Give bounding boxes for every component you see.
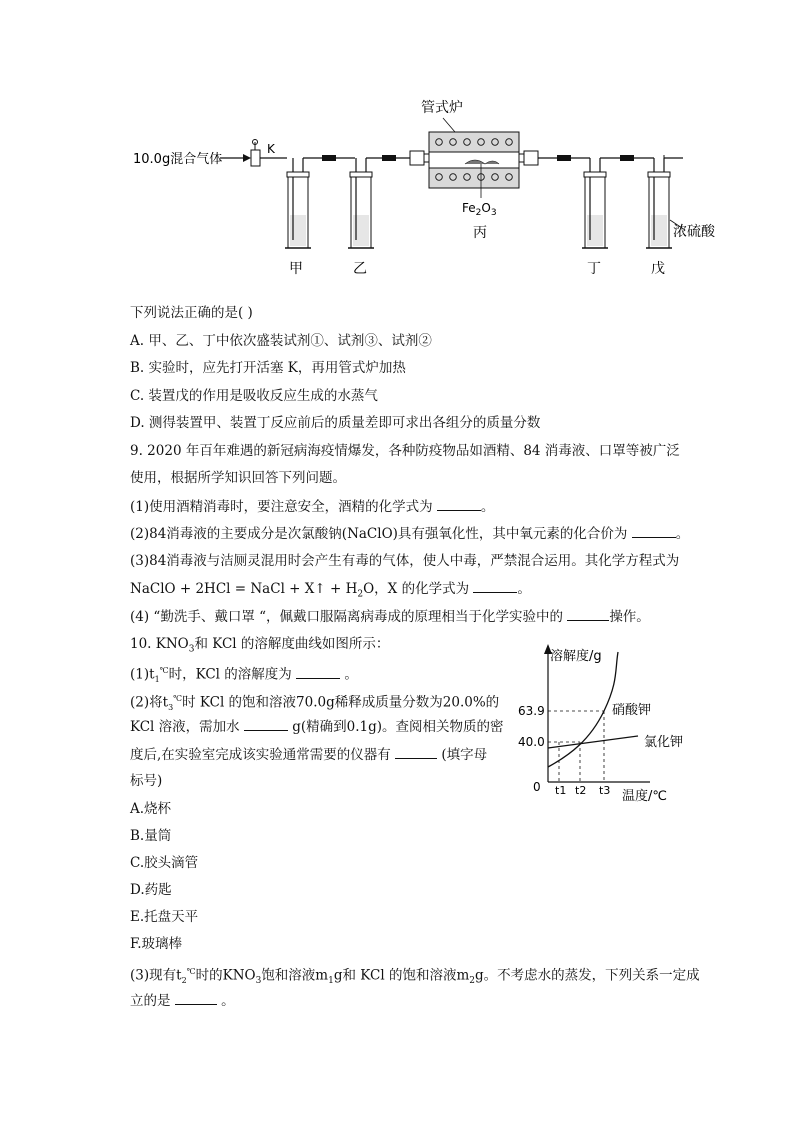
answer-blank[interactable] bbox=[296, 664, 340, 679]
q8-option-d: D. 测得装置甲、装置丁反应前后的质量差即可求出各组分的质量分数 bbox=[130, 415, 541, 431]
answer-blank[interactable] bbox=[473, 578, 517, 593]
q10-part2-line3: 度后,在实验室完成该实验通常需要的仪器有 (填字母 bbox=[130, 744, 487, 765]
oxide-label: $Fe_2O_3$ bbox=[462, 201, 497, 218]
choice-e: E.托盘天平 bbox=[130, 909, 199, 925]
valve-k bbox=[251, 150, 260, 166]
q10-stem: 10. $KNO_3$和 KCl 的溶解度曲线如图所示： bbox=[130, 636, 390, 655]
origin-label: 0 bbox=[533, 780, 541, 794]
q9-part3-line2: NaClO + 2HCl = NaCl + X↑ + $H_2O$，X 的化学式为 。 bbox=[130, 578, 531, 605]
furnace-label: 管式炉 bbox=[421, 100, 463, 116]
bottle-ding bbox=[582, 158, 608, 248]
tube-furnace bbox=[410, 132, 538, 198]
q9-part3-line1: (3)84消毒液与洁厕灵混用时会产生有毒的气体，使人中毒，严禁混合运用。其化学方程式为 bbox=[130, 553, 680, 569]
bottle-wu bbox=[646, 158, 672, 248]
unit-wu-label: 戊 bbox=[651, 261, 665, 277]
series-kno3-label: 硝酸钾 bbox=[612, 703, 652, 718]
x-tick-t3: t3 bbox=[599, 784, 611, 797]
series-kcl-label: 氯化钾 bbox=[644, 735, 684, 750]
x-tick-t2: t2 bbox=[575, 784, 587, 797]
bottle-jia bbox=[285, 158, 311, 248]
q8-stem: 下列说法正确的是( ) bbox=[130, 305, 253, 321]
y-tick-63-9: 63.9 bbox=[518, 704, 545, 718]
unit-bing-label: 丙 bbox=[473, 225, 487, 241]
q10-part2-line4: 标号) bbox=[130, 773, 163, 789]
x-axis-label: 温度/℃ bbox=[622, 789, 667, 804]
y-axis-label: 溶解度/g bbox=[550, 649, 602, 664]
q9-intro-line1: 9. 2020 年百年难遇的新冠病海疫情爆发，各种防疫物品如酒精、84 消毒液、口罩等被广泛 bbox=[130, 443, 680, 459]
series-kno3-curve bbox=[548, 652, 618, 767]
x-tick-t1: t1 bbox=[555, 784, 567, 797]
unit-jia-label: 甲 bbox=[289, 261, 303, 277]
gas-label: 10.0g混合气体 bbox=[133, 152, 223, 167]
q8-option-b: B. 实验时，应先打开活塞 K，再用管式炉加热 bbox=[130, 360, 406, 376]
unit-ding-label: 丁 bbox=[587, 261, 601, 277]
q8-option-c: C. 装置戊的作用是吸收反应生成的水蒸气 bbox=[130, 388, 378, 404]
answer-blank[interactable] bbox=[244, 716, 288, 731]
answer-blank[interactable] bbox=[175, 990, 217, 1005]
solubility-chart bbox=[500, 640, 700, 810]
q8-option-a: A. 甲、乙、丁中依次盛装试剂①、试剂③、试剂② bbox=[130, 333, 432, 349]
apparatus-diagram bbox=[125, 90, 725, 290]
answer-blank[interactable] bbox=[395, 744, 437, 759]
acid-label: 浓硫酸 bbox=[673, 224, 715, 240]
answer-blank[interactable] bbox=[437, 496, 481, 511]
bottle-yi bbox=[348, 158, 374, 248]
q10-part1: $(1)t_1^℃$时，KCl 的溶解度为 。 bbox=[130, 661, 358, 690]
choice-d: D.药匙 bbox=[130, 882, 172, 898]
q9-part2: (2)84消毒液的主要成分是次氯酸钠(NaClO)具有强氧化性，其中氧元素的化合价为 。 bbox=[130, 523, 689, 544]
q9-part4: (4) “勤洗手、戴口罩 “，佩戴口服隔离病毒成的原理相当于化学实验中的 操作。 bbox=[130, 606, 650, 627]
q9-intro-line2: 使用，根据所学知识回答下列问题。 bbox=[130, 470, 346, 486]
valve-label: K bbox=[267, 142, 275, 156]
answer-blank[interactable] bbox=[632, 523, 676, 538]
choice-c: C.胶头滴管 bbox=[130, 855, 199, 871]
q10-part3-line2: 立的是 。 bbox=[130, 990, 235, 1011]
q10-part2-line1: (2)将$t_3^℃$时 KCl 的饱和溶液70.0g稀释成质量分数为20.0%的 bbox=[130, 694, 500, 713]
q9-part1: (1)使用酒精消毒时，要注意安全，酒精的化学式为 。 bbox=[130, 496, 494, 517]
q10-part2-line2: KCl 溶液，需加水 g(精确到0.1g)。查阅相关物质的密 bbox=[130, 716, 504, 737]
q10-part3-line1: (3)现有$t_2^℃$时的$KNO_3$饱和溶液$m_1g$和 KCl 的饱和溶液$m_2g$。不考虑水的蒸发，下列关系一定成 bbox=[130, 967, 700, 987]
choice-f: F.玻璃棒 bbox=[130, 936, 183, 952]
choice-a: A.烧杯 bbox=[130, 801, 172, 817]
answer-blank[interactable] bbox=[567, 606, 609, 621]
choice-b: B.量筒 bbox=[130, 828, 172, 844]
unit-yi-label: 乙 bbox=[353, 261, 367, 277]
y-tick-40: 40.0 bbox=[518, 735, 545, 749]
